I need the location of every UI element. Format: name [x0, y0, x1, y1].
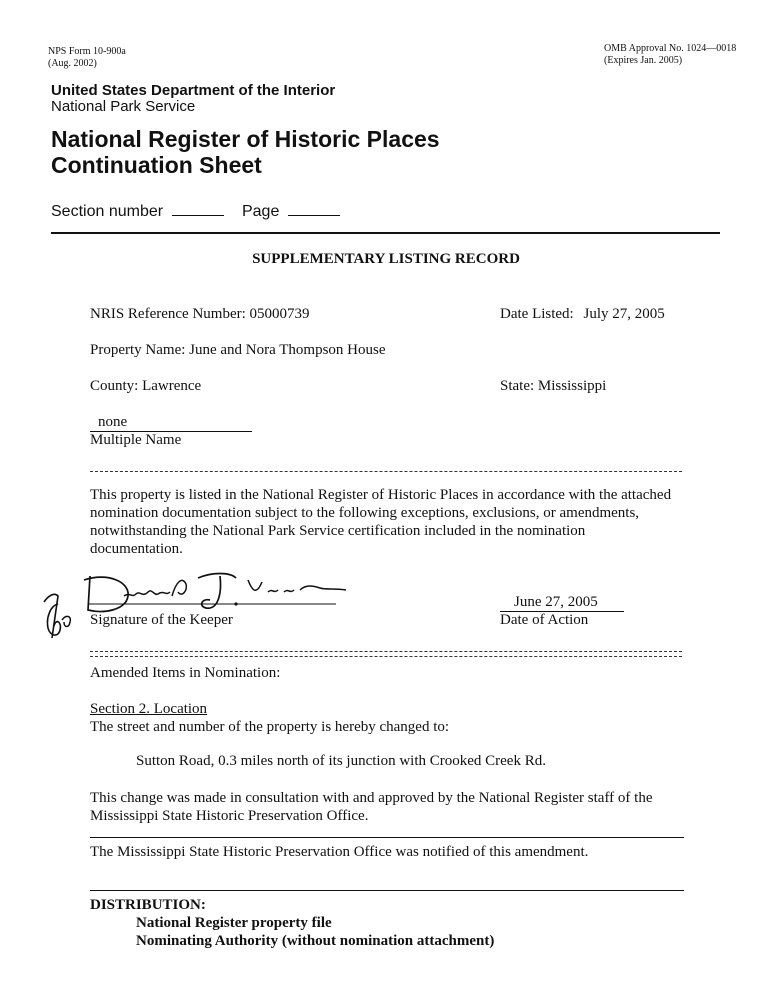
- distribution-heading: DISTRIBUTION:: [90, 897, 206, 913]
- department-name: United States Department of the Interior: [51, 82, 336, 99]
- section-2-title: Section 2. Location: [90, 701, 208, 717]
- section-number-label: Section number: [51, 203, 164, 220]
- property-value: June and Nora Thompson House: [189, 342, 386, 358]
- header-divider: [51, 232, 720, 234]
- nris-label: NRIS Reference Number:: [90, 306, 246, 322]
- distribution-divider: [90, 890, 684, 891]
- notification-line: The Mississippi State Historic Preservation Office was notified of this amendment.: [90, 844, 589, 860]
- distribution-item-1: National Register property file: [136, 915, 332, 931]
- county-label: County:: [90, 378, 139, 394]
- date-listed-value: July 27, 2005: [583, 306, 665, 322]
- distribution-item-2: Nominating Authority (without nomination attachment): [136, 933, 495, 949]
- county: [90, 377, 201, 395]
- record-heading: SUPPLEMENTARY LISTING RECORD: [252, 251, 520, 267]
- state-value: Mississippi: [537, 378, 607, 394]
- new-address: Sutton Road, 0.3 miles north of its junction with Crooked Creek Rd.: [136, 753, 546, 769]
- page-blank: [288, 215, 340, 216]
- state: [500, 377, 606, 395]
- omb-expires: (Expires Jan. 2005): [604, 55, 683, 66]
- multiple-name-value: none: [90, 413, 252, 432]
- statement-line-3: notwithstanding the National Park Service certification included in the nomination: [90, 523, 586, 539]
- section-number-field: [51, 203, 340, 221]
- amendment-intro: The street and number of the property is hereby changed to:: [90, 719, 450, 735]
- property-name: [90, 341, 386, 359]
- nris-reference: [90, 305, 310, 323]
- page-title: National Register of Historic Places: [51, 126, 440, 152]
- date-listed: [500, 305, 665, 323]
- handwritten-signature: [36, 562, 356, 646]
- nris-value: 05000739: [249, 306, 310, 322]
- page-label: Page: [241, 203, 280, 220]
- form-date: (Aug. 2002): [48, 58, 97, 69]
- statement-line-4: documentation.: [90, 541, 183, 557]
- property-label: Property Name:: [90, 342, 186, 358]
- service-name: National Park Service: [51, 98, 196, 115]
- dashed-divider: [90, 471, 682, 472]
- double-divider: [90, 651, 682, 657]
- state-label: State:: [500, 378, 535, 394]
- page-subtitle: Continuation Sheet: [51, 152, 262, 178]
- consultation-line-2: Mississippi State Historic Preservation Office.: [90, 808, 369, 824]
- section-number-blank: [172, 215, 224, 216]
- amended-heading: Amended Items in Nomination:: [90, 665, 281, 681]
- action-date: June 27, 2005: [500, 593, 624, 612]
- action-date-label: Date of Action: [500, 612, 589, 628]
- date-listed-label: Date Listed:: [500, 306, 574, 322]
- statement-line-1: This property is listed in the National Register of Historic Places in accordance with the attached: [90, 487, 672, 503]
- consultation-line-1: This change was made in consultation with and approved by the National Register staff of the: [90, 790, 653, 806]
- county-value: Lawrence: [142, 378, 202, 394]
- omb-approval: OMB Approval No. 1024—0018: [604, 43, 737, 54]
- notification-divider: [90, 837, 684, 838]
- signature-label: Signature of the Keeper: [90, 612, 233, 628]
- multiple-name-label: Multiple Name: [90, 432, 182, 448]
- statement-line-2: nomination documentation subject to the following exceptions, exclusions, or amendments,: [90, 505, 640, 521]
- form-number: NPS Form 10-900a: [48, 46, 126, 57]
